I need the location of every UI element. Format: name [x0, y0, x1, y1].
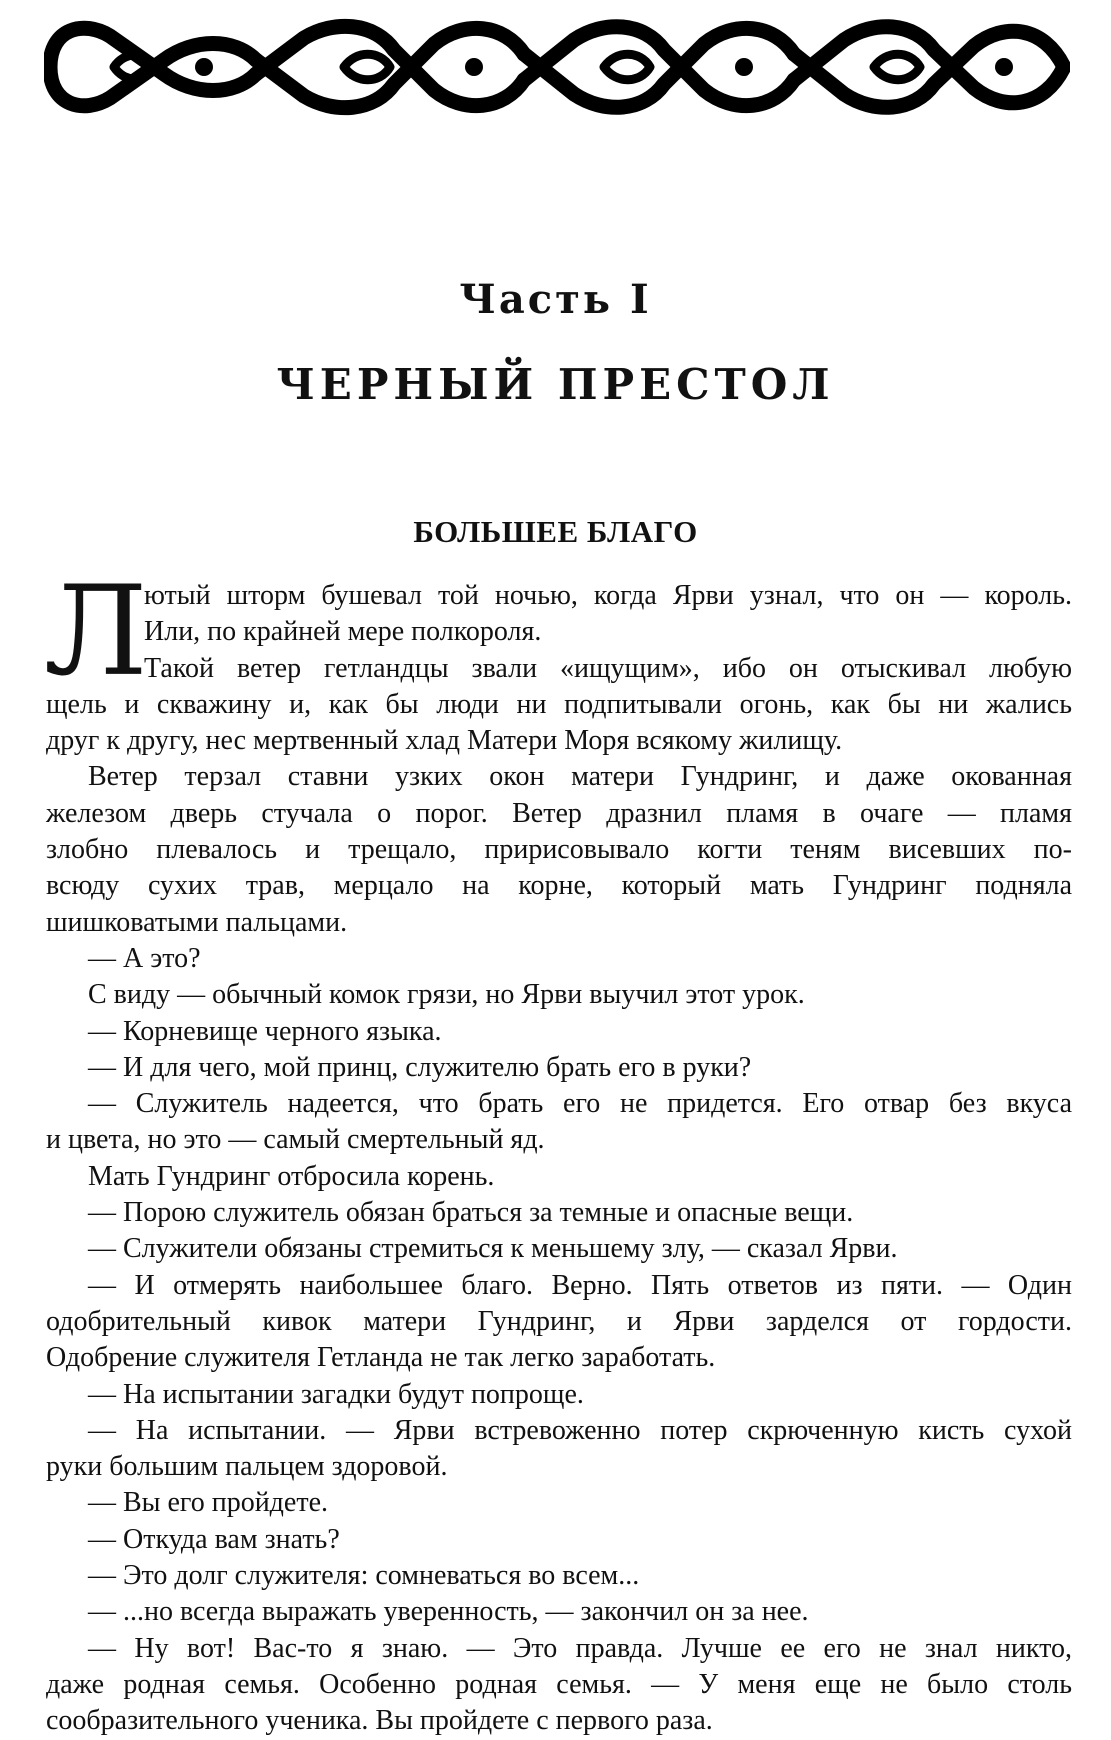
text-line: — А это? [88, 942, 201, 974]
chapter-title: БОЛЬШЕЕ БЛАГО [413, 514, 698, 549]
drop-cap: Л [44, 560, 148, 704]
text-line: Ветер терзал ставни узких окон матери Гундринг, и даже окованная [88, 761, 1072, 793]
text-line: — Вы его пройдете. [88, 1487, 329, 1519]
text-line: — Ну вот! Вас-то я знаю. — Это правда. Лучше ее его не знал никто, [88, 1632, 1072, 1664]
text-line: шишковатыми пальцами. [46, 906, 348, 938]
text-line: щель и скважину и, как бы люди ни подпитывали огонь, как бы ни жались [46, 688, 1072, 720]
text-line: — Служитель надеется, что брать его не придется. Его отвар без вкуса [88, 1088, 1072, 1120]
text-line: — Это долг служителя: сомневаться во всем... [88, 1560, 640, 1592]
text-line: Такой ветер гетландцы звали «ищущим», ибо он отыскивал любую [144, 652, 1072, 684]
text-line: — ...но всегда выражать уверенность, — закончил он за нее. [88, 1596, 809, 1628]
text-line: сообразительного ученика. Вы пройдете с первого раза. [46, 1705, 713, 1737]
text-line: — И для чего, мой принц, служителю брать его в руки? [88, 1051, 752, 1083]
text-line: Одобрение служителя Гетланда не так легко заработать. [46, 1342, 716, 1374]
text-line: Или, по крайней мере полкороля. [144, 616, 542, 648]
text-line: руки большим пальцем здоровой. [46, 1451, 448, 1483]
text-line: — Корневище черного языка. [88, 1015, 442, 1047]
text-line: — И отмерять наибольшее благо. Верно. Пять ответов из пяти. — Один [88, 1269, 1072, 1301]
text-line: даже родная семья. Особенно родная семья. — У меня еще не было столь [46, 1668, 1072, 1700]
text-line: ютый шторм бушевал той ночью, когда Ярви узнал, что он — король. [144, 580, 1072, 611]
text-line: и цвета, но это — самый смертельный яд. [46, 1124, 545, 1156]
text-line: — Откуда вам знать? [88, 1523, 340, 1555]
text-line: — На испытании. — Ярви встревоженно потер скрюченную кисть сухой [88, 1414, 1072, 1446]
text-line: — Порою служитель обязан браться за темные и опасные вещи. [88, 1197, 854, 1229]
text-line: С виду — обычный комок грязи, но Ярви выучил этот урок. [88, 979, 805, 1011]
text-line: — На испытании загадки будут попроще. [88, 1378, 584, 1410]
text-line: одобрительный кивок матери Гундринг, и Ярви зарделся от гордости. [46, 1305, 1072, 1337]
book-title: ЧЕРНЫЙ ПРЕСТОЛ [276, 360, 835, 409]
part-heading: Часть I [459, 276, 652, 323]
text-line: злобно плевалось и трещало, пририсовывало когти теням висевших по- [46, 834, 1072, 866]
text-line: друг к другу, нес мертвенный хлад Матери Моря всякому жилищу. [46, 725, 843, 757]
body-text [46, 578, 1072, 1740]
celtic-knot-border-ornament [44, 14, 1070, 120]
text-line: Мать Гундринг отбросила корень. [88, 1160, 495, 1192]
text-line: железом дверь стучала о порог. Ветер дразнил пламя в очаге — пламя [46, 797, 1072, 829]
text-line: всюду сухих трав, мерцало на корне, который мать Гундринг подняла [46, 870, 1072, 902]
text-line: — Служители обязаны стремиться к меньшему злу, — сказал Ярви. [88, 1233, 898, 1265]
